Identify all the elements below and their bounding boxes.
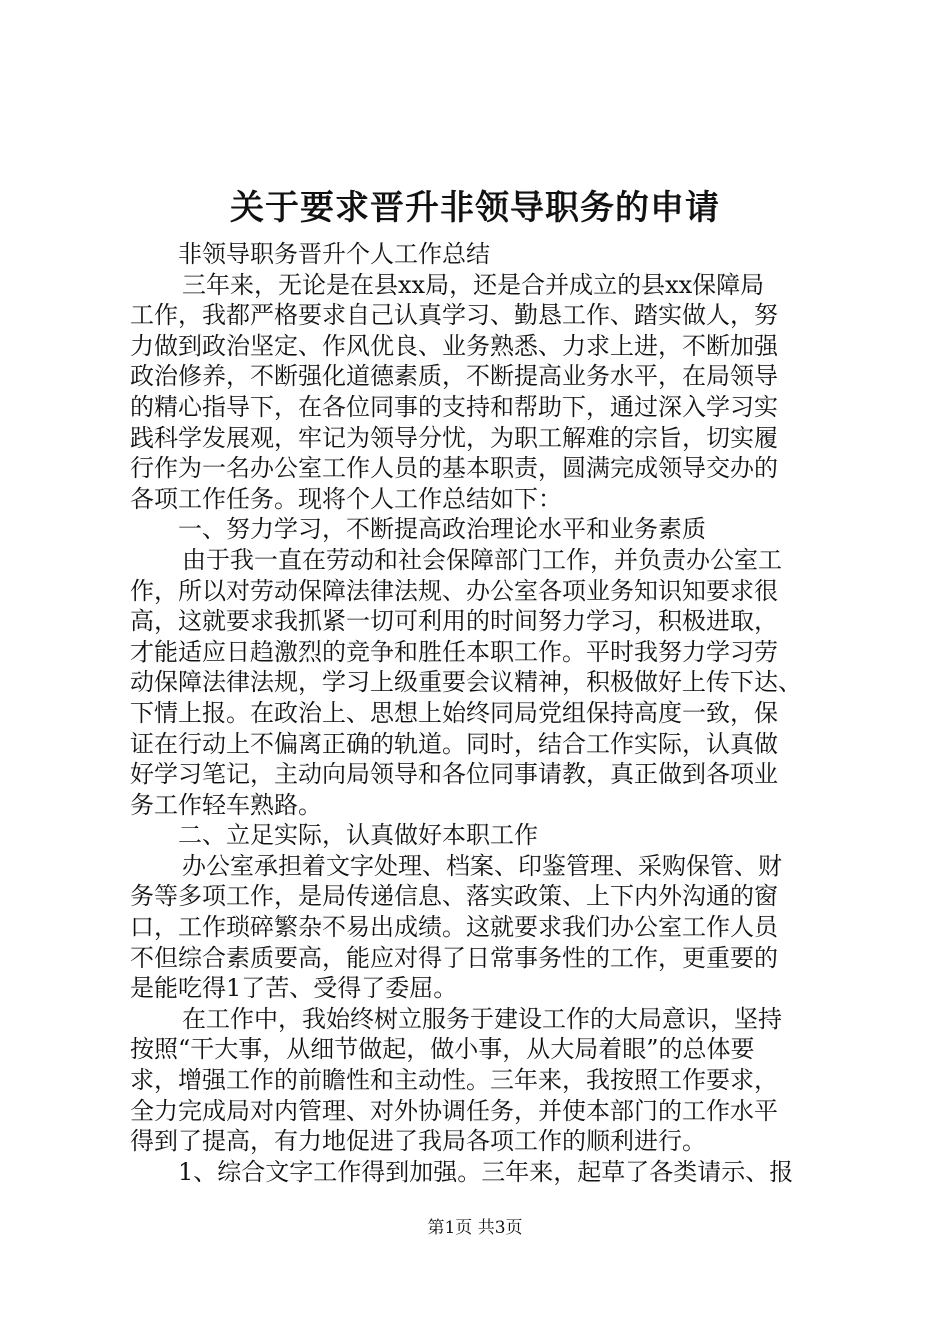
body-line: 非领导职务晋升个人工作总结	[178, 240, 490, 268]
body-line: 务工作轻车熟路。	[130, 790, 322, 819]
body-line: 动保障法律法规，学习上级重要会议精神，积极做好上传下达、	[130, 668, 802, 697]
body-line: 高，这就要求我抓紧一切可利用的时间努力学习，积极进取，	[130, 607, 778, 636]
body-line: 1、综合文字工作得到加强。三年来，起草了各类请示、报	[178, 1157, 794, 1186]
body-line: 践科学发展观，牢记为领导分忧，为职工解难的宗旨，切实履	[130, 423, 778, 452]
body-line: 办公室承担着文字处理、档案、印鉴管理、采购保管、财	[182, 851, 782, 880]
body-line: 工作，我都严格要求自己认真学习、勤恳工作、踏实做人，努	[130, 301, 778, 330]
body-line: 全力完成局对内管理、对外协调任务，并使本部门的工作水平	[130, 1096, 778, 1125]
document-body	[130, 239, 830, 1187]
body-line: 证在行动上不偏离正确的轨道。同时，结合工作实际，认真做	[130, 729, 778, 758]
body-line: 由于我一直在劳动和社会保障部门工作，并负责办公室工	[182, 545, 782, 574]
document-title: 关于要求晋升非领导职务的申请	[230, 188, 720, 228]
body-line: 各项工作任务。现将个人工作总结如下：	[130, 484, 562, 513]
body-line: 行作为一名办公室工作人员的基本职责，圆满完成领导交办的	[130, 454, 778, 483]
body-line: 好学习笔记，主动向局领导和各位同事请教，真正做到各项业	[130, 760, 778, 789]
body-line: 求，增强工作的前瞻性和主动性。三年来，我按照工作要求，	[130, 1066, 778, 1095]
body-line: 作，所以对劳动保障法律法规、办公室各项业务知识知要求很	[130, 576, 778, 605]
body-line: 在工作中，我始终树立服务于建设工作的大局意识，坚持	[182, 1004, 782, 1033]
page-number-footer: 第1页 共3页	[427, 1218, 523, 1238]
body-line: 的精心指导下，在各位同事的支持和帮助下，通过深入学习实	[130, 392, 778, 421]
body-line: 力做到政治坚定、作风优良、业务熟悉、力求上进，不断加强	[130, 331, 778, 360]
body-line: 政治修养，不断强化道德素质，不断提高业务水平，在局领导	[130, 362, 778, 391]
body-line: 三年来，无论是在县xx局，还是合并成立的县xx保障局	[182, 270, 765, 299]
body-line: 得到了提高，有力地促进了我局各项工作的顺利进行。	[130, 1127, 706, 1156]
body-line: 才能适应日趋激烈的竞争和胜任本职工作。平时我努力学习劳	[130, 637, 778, 666]
body-line: 不但综合素质要高，能应对得了日常事务性的工作，更重要的	[130, 943, 778, 972]
section-heading: 一、努力学习，不断提高政治理论水平和业务素质	[178, 515, 706, 544]
body-line: 务等多项工作，是局传递信息、落实政策、上下内外沟通的窗	[130, 882, 778, 911]
body-line: 口，工作琐碎繁杂不易出成绩。这就要求我们办公室工作人员	[130, 913, 778, 942]
section-heading: 二、立足实际，认真做好本职工作	[178, 821, 538, 850]
body-line: 下情上报。在政治上、思想上始终同局党组保持高度一致，保	[130, 698, 778, 727]
body-line: 按照“干大事，从细节做起，做小事，从大局着眼”的总体要	[130, 1035, 755, 1064]
body-line: 是能吃得1了苦、受得了委屈。	[130, 974, 458, 1003]
